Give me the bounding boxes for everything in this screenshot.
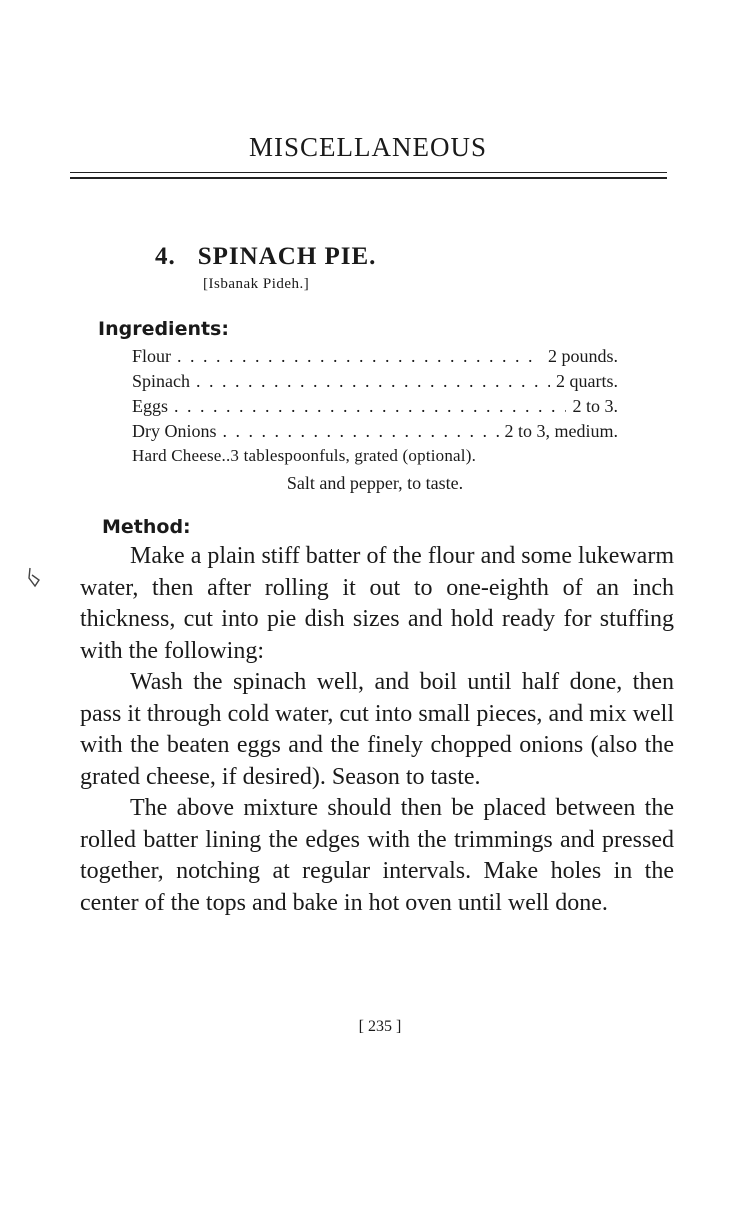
- running-head: MISCELLANEOUS: [248, 132, 487, 162]
- method-paragraph: Make a plain stiff batter of the flour and some lukewarm water, then after rolling it out to one-eighth of an inch thickness, cut into pie dish sizes and hold ready for stuffing with the following:: [80, 543, 674, 664]
- method-paragraph: The above mixture should then be placed between the rolled batter lining the edges with the trimmings and pressed together, notching at regular intervals. Make holes in the center of the tops and bake in hot oven until well done.: [80, 795, 674, 916]
- page-number: [ 235 ]: [358, 1018, 402, 1035]
- method-paragraph: Wash the spinach well, and boil until half done, then pass it through cold water, cut into small pieces, and mix well with the beaten eggs and the finely chopped onions (also the grated cheese, if desired). Season to taste.: [80, 669, 674, 790]
- ingredient-name: Flour: [132, 346, 172, 366]
- ingredient-row: [132, 420, 618, 442]
- header-rule-thin: [70, 172, 667, 173]
- ingredient-name: Dry Onions: [132, 421, 217, 441]
- ingredient-name: Eggs: [132, 396, 168, 416]
- seasoning-line: Salt and pepper, to taste.: [286, 473, 464, 493]
- recipe-title: [155, 243, 376, 271]
- recipe-subtitle: [Isbanak Pideh.]: [203, 276, 310, 292]
- ingredient-row: [132, 345, 618, 367]
- ingredient-row: [132, 395, 618, 417]
- recipe-number: 4.: [155, 243, 176, 270]
- recipe-title-text: SPINACH PIE.: [197, 243, 377, 270]
- ingredient-amount: 2 quarts.: [556, 371, 618, 391]
- ingredient-amount: 2 pounds.: [547, 346, 618, 366]
- leader-dots: [177, 345, 542, 367]
- ingredients-heading: Ingredients:: [98, 318, 229, 340]
- ingredient-row: [132, 370, 618, 392]
- header-rule-thick: [70, 177, 667, 179]
- ingredient-cheese-line: Hard Cheese..3 tablespoonfuls, grated (optional).: [132, 446, 477, 465]
- leader-dots: [223, 420, 499, 442]
- ingredient-amount: 2 to 3.: [572, 396, 618, 416]
- ingredient-name: Spinach: [132, 371, 190, 391]
- method-heading: Method:: [102, 516, 191, 538]
- leader-dots: [196, 370, 550, 392]
- ingredient-amount: 2 to 3, medium.: [504, 421, 618, 441]
- margin-pencil-mark-icon: [26, 566, 42, 588]
- leader-dots: [174, 395, 566, 417]
- method-text: [80, 541, 674, 919]
